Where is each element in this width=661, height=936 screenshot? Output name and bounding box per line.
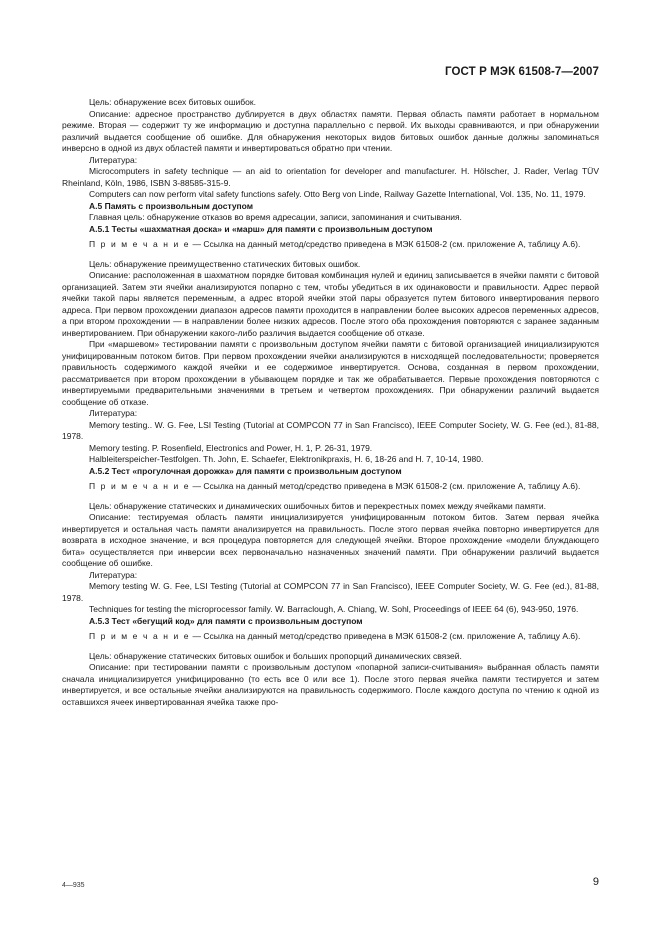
note-label: П р и м е ч а н и е	[89, 239, 191, 249]
section-heading: А.5 Память с произвольным доступом	[89, 200, 254, 211]
paragraph: Memory testing W. G. Fee, LSI Testing (Tutorial at COMPCON 77 in San Francisco), IEEE Computer Society, W. G. Fee (ed.), 81-88, 1978.	[62, 581, 599, 603]
paragraph: Цель: обнаружение статических битовых ошибок и больших пропорций динамических связей.	[89, 650, 462, 661]
note-label: П р и м е ч а н и е	[89, 631, 191, 641]
paragraph: При «маршевом» тестировании памяти с произвольным доступом ячейки памяти с битовой организацией инициализируются унифицированным потоком битов. При первом прохождении ячейки анализируются в нисходящей последовательности; проверяется правильность содержимого каждой ячейки и ее содержимое инвертируется. Основа, созданная в первом прохождении, рассматривается при втором прохождении в убывающем порядке и так же обрабатывается. Первые прохождения повторяются с инвертируемыми предварительными значениями в третьем и четвертом прохождениях. При обнаружении различий выдается сообщение об отказе.	[62, 339, 599, 407]
paragraph: Computers can now perform vital safety functions safely. Otto Berg von Linde, Railway Gazette International, Vol. 135, No. 11, 1979.	[89, 189, 586, 199]
paragraph: Цель: обнаружение преимущественно статических битовых ошибок.	[89, 258, 361, 269]
document-body	[62, 97, 599, 708]
document-header: ГОСТ Р МЭК 61508-7—2007	[445, 66, 599, 78]
paragraph: Halbleiterspeicher-Testfolgen. Th. John, E. Schaefer, Elektronikpraxis, H. 6, 18-26 and H. 7, 10-14, 1980.	[89, 454, 484, 464]
paragraph: Цель: обнаружение статических и динамических ошибочных битов и перекрестных помех между ячейками памяти.	[89, 500, 546, 511]
paragraph: Techniques for testing the microprocessor family. W. Barraclough, A. Chiang, W. Sohl, Proceedings of IEEE 64 (6), 943-950, 1976.	[89, 604, 579, 614]
paragraph: Описание: при тестировании памяти с произвольным доступом «попарной записи-считывания» выбранная область памяти сначала инициализируется унифицированно (то есть все 0 или все 1). После этого первая ячейка памяти тестируется и затем инвертируется, и все остальные ячейки анализируются на правильность содержимого. После каждого доступа по чтению к одной из оставшихся ячеек инвертированная ячейка также про-	[62, 662, 599, 707]
print-code: 4—935	[62, 882, 85, 889]
note-label: П р и м е ч а н и е	[89, 481, 191, 491]
paragraph: Описание: тестируемая область памяти инициализируется унифицированным потоком битов. Затем первая ячейка инвертируется и остальная часть памяти анализируется на правильность. После этого первая ячейка повторно инвертируется для возврата в исходное значение, и вся процедура повторяется для следующей ячейки. Второе прохождение «модели блуждающего бита» осуществляется при инверсии всех первоначально назначенных значений памяти. При обнаружении различий выдается сообщение об ошибке.	[62, 512, 599, 568]
paragraph: Memory testing.. W. G. Fee, LSI Testing (Tutorial at COMPCON 77 in San Francisco), IEEE Computer Society, W. G. Fee (ed.), 81-88, 1978.	[62, 419, 599, 441]
note-text: — Ссылка на данный метод/средство приведена в МЭК 61508-2 (см. приложение А, таблицу А.6).	[190, 481, 581, 491]
paragraph: Memory testing. P. Rosenfield, Electronics and Power, H. 1, P. 26-31, 1979.	[89, 442, 373, 453]
section-heading: А.5.2 Тест «прогулочная дорожка» для памяти с произвольным доступом	[89, 465, 402, 476]
page-number: 9	[592, 876, 599, 888]
note-paragraph	[62, 631, 599, 643]
paragraph: Литература:	[89, 569, 138, 580]
paragraph: Цель: обнаружение всех битовых ошибок.	[89, 97, 256, 107]
paragraph: Литература:	[89, 408, 138, 418]
section-heading: А.5.1 Тесты «шахматная доска» и «марш» для памяти с произвольным доступом	[89, 223, 433, 234]
section-heading: А.5.3 Тест «бегущий код» для памяти с произвольным доступом	[89, 615, 363, 626]
note-text: — Ссылка на данный метод/средство приведена в МЭК 61508-2 (см. приложение А, таблицу А.6).	[190, 239, 581, 249]
note-paragraph	[62, 481, 599, 493]
paragraph: Описание: расположенная в шахматном порядке битовая комбинация нулей и единиц записывается в ячейки памяти с битовой организацией. Затем эти ячейки анализируются попарно с тем, чтобы убедиться в их одинаковости и правильности. Адрес первой ячейки такой пары является переменным, а адрес второй ячейки этой пары образуется путем битового инвертирования первого адреса. При первом прохождении диапазон адресов памяти проходится в направлении более высоких адресов переменных адресов, а при втором прохождении — в направлении более низких адресов. После этого оба прохождения повторяются с заранее заданным инвертированием. При обнаружении какого-либо различия выдается сообщение об отказе.	[62, 270, 599, 338]
paragraph: Главная цель: обнаружение отказов во время адресации, записи, запоминания и считывания.	[89, 212, 462, 222]
note-text: — Ссылка на данный метод/средство приведена в МЭК 61508-2 (см. приложение А, таблицу А.6).	[190, 631, 581, 641]
paragraph: Литература:	[89, 154, 138, 165]
note-paragraph	[62, 239, 599, 251]
paragraph: Описание: адресное пространство дублируется в двух областях памяти. Первая область памяти работает в нормальном режиме. Вторая — содержит ту же информацию и доступна параллельно с первой. Их выходы сравниваются, и при обнаружении различий выдается сообщение об ошибке. Для обнаружения некоторых видов битовых ошибок данные должны запоминаться инверсно в одной из двух областей памяти и инвертироваться обратно при чтении.	[62, 108, 599, 153]
paragraph: Microcomputers in safety technique — an aid to orientation for developer and manufacturer. H. Hölscher, J. Rader, Verlag TÜV Rheinland, Köln, 1986, ISBN 3-88585-315-9.	[62, 166, 599, 188]
